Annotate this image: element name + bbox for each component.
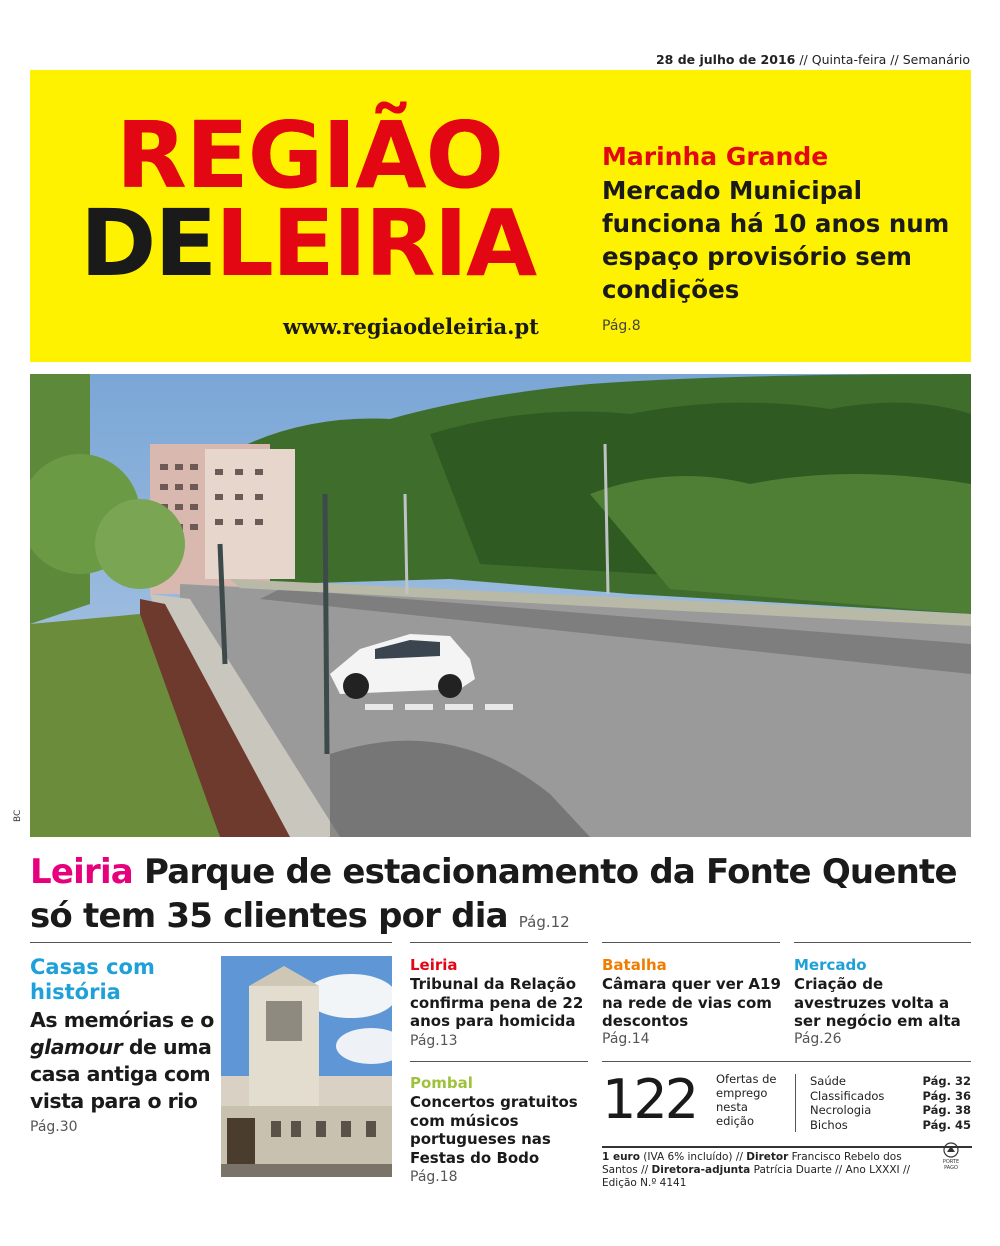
story-pombal[interactable] [410,1074,590,1187]
story-page-ref: Pág.18 [410,1169,458,1185]
divider [30,942,392,943]
feature-title: As memórias e o glamour de uma casa antiga com vista para o rio [30,1008,214,1113]
story-kicker: Pombal [410,1074,473,1092]
director-name: Francisco Rebelo dos Santos [602,1151,902,1176]
index-row[interactable] [810,1089,971,1104]
feature-kicker: Casas com história [30,955,155,1004]
photo-credit: BC [13,809,23,822]
parking-lot-photo-icon [30,374,971,837]
story-mercado[interactable] [794,956,970,1047]
divider [602,1061,971,1062]
masthead-page-ref: Pág.8 [602,318,641,334]
divider [410,942,588,943]
index-page: Pág. 36 [922,1088,971,1103]
jobs-label: Ofertas de emprego nesta edição [716,1072,777,1128]
divider [794,942,971,943]
masthead-headline[interactable]: Mercado Municipal funciona há 10 anos num espaço provisório sem condições [602,176,950,304]
story-leiria[interactable] [410,956,590,1050]
index-page: Pág. 32 [922,1074,971,1088]
price: 1 euro [602,1151,640,1163]
index-row[interactable] [810,1103,971,1118]
logo-regiao: REGIÃO [116,102,503,209]
director-label: Diretor [746,1151,789,1163]
divider [410,1061,588,1062]
lead-photo [30,374,971,837]
index-label: Classificados [810,1088,885,1103]
lead-kicker: Leiria [30,852,133,892]
masthead [30,70,971,362]
section-index [795,1074,971,1132]
story-title: Concertos gratuitos com músicos portugueses nas Festas do Bodo Pág.18 [410,1093,578,1185]
story-kicker: Batalha [602,956,667,974]
divider [602,942,780,943]
story-kicker: Mercado [794,956,867,974]
lead-title: Parque de estacionamento da Fonte Quente só tem 35 clientes por dia [30,852,957,936]
story-page-ref: Pág.14 [602,1030,650,1047]
index-label: Bichos [810,1117,848,1132]
story-page-ref: Pág.13 [410,1032,458,1049]
logo-leiria: LEIRIA [215,190,536,297]
jobs-count: 122 [602,1068,697,1131]
date: 28 de julho de 2016 [655,52,796,67]
website-url[interactable]: www.regiaodeleiria.pt [283,314,539,339]
index-row[interactable] [810,1074,971,1089]
story-kicker: Leiria [410,956,458,974]
historic-house-photo-icon [221,956,392,1177]
index-page: Pág. 38 [922,1103,971,1117]
story-title: Tribunal da Relação confirma pena de 22 anos para homicida Pág.13 [410,975,584,1049]
story-title: Criação de avestruzes volta a ser negócio em alta [794,975,961,1030]
newspaper-logo[interactable] [80,102,540,320]
feature-title-italic: glamour [30,1035,123,1059]
dateline [656,52,970,67]
adjunct-name: Patrícia Duarte // Ano LXXXI // Edição N.º 4141 [602,1164,911,1189]
index-label: Necrologia [810,1103,872,1117]
adjunct-label: Diretora-adjunta [651,1164,751,1176]
feature-page-ref: Pág.30 [30,1119,78,1135]
index-label: Saúde [810,1074,847,1088]
logo-de-leiria [80,190,536,297]
index-page: Pág. 45 [922,1117,971,1132]
feature-story[interactable] [30,955,215,1135]
masthead-kicker: Marinha Grande [602,142,829,171]
lead-page-ref: Pág.12 [518,913,570,931]
stamp-label: PORTE PAGO [942,1159,960,1171]
postage-stamp-icon [936,1142,966,1176]
logo-de: DE [80,190,216,297]
imprint: 1 euro (IVA 6% incluído) // Diretor Francisco Rebelo dos Santos // Diretora-adjunta Patrícia Duarte // Ano LXXXI // Edição N.º 4141 [602,1146,972,1190]
lead-headline[interactable] [30,850,971,944]
feature-photo [221,956,392,1177]
index-row[interactable] [810,1118,971,1133]
story-title: Câmara quer ver A19 na rede de vias com descontos [602,975,781,1030]
story-page-ref: Pág.26 [794,1030,842,1047]
story-batalha[interactable] [602,956,782,1047]
dateline-rest: // Quinta-feira // Semanário [795,52,970,67]
